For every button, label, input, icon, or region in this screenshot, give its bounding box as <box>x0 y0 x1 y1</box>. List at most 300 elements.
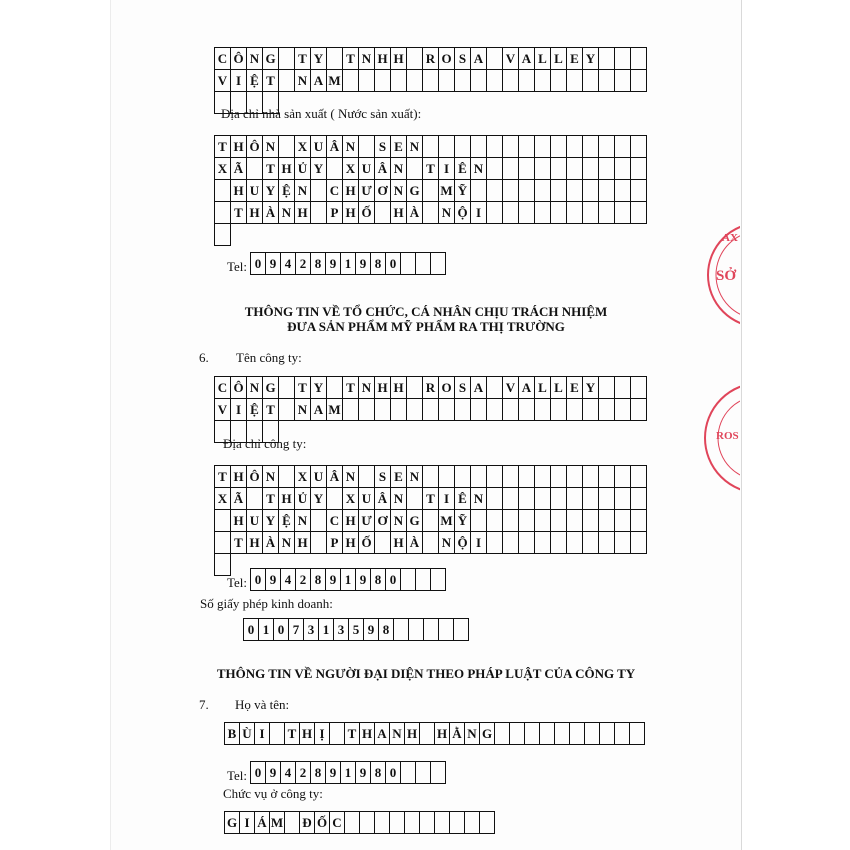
grid-cell <box>583 70 599 92</box>
grid-cell: I <box>471 202 487 224</box>
grid-cell: N <box>295 510 311 532</box>
grid-cell <box>279 377 295 399</box>
grid-cell: Ô <box>247 136 263 158</box>
grid-cell: 5 <box>349 619 364 641</box>
grid-cell: Â <box>375 488 391 510</box>
item-7-number: 7. <box>199 697 209 712</box>
grid-cell <box>535 488 551 510</box>
grid-cell <box>631 202 647 224</box>
grid-cell: H <box>343 510 359 532</box>
manufacturer-address-label: Địa chỉ nhà sản xuất ( Nước sản xuất): <box>221 106 422 121</box>
grid-cell <box>487 510 503 532</box>
grid-cell <box>519 180 535 202</box>
grid-cell: 1 <box>341 762 356 784</box>
company-tel-label: Tel: <box>227 575 248 590</box>
grid-cell <box>519 488 535 510</box>
grid-cell: N <box>359 377 375 399</box>
grid-cell: C <box>215 377 231 399</box>
grid-cell <box>405 812 420 834</box>
grid-cell: 9 <box>356 569 371 591</box>
grid-cell <box>551 399 567 421</box>
grid-cell <box>535 202 551 224</box>
grid-cell <box>615 377 631 399</box>
grid-cell <box>631 510 647 532</box>
grid-cell <box>631 136 647 158</box>
grid-cell: Ệ <box>247 399 263 421</box>
grid-cell <box>567 488 583 510</box>
grid-cell: T <box>295 377 311 399</box>
grid-cell: 4 <box>281 569 296 591</box>
grid-cell: Ô <box>231 48 247 70</box>
grid-cell: S <box>455 377 471 399</box>
grid-cell: U <box>359 158 375 180</box>
grid-cell <box>327 158 343 180</box>
grid-cell: U <box>311 136 327 158</box>
grid-cell: N <box>390 723 405 745</box>
grid-cell <box>215 554 231 576</box>
grid-cell <box>401 762 416 784</box>
grid-cell: 1 <box>259 619 274 641</box>
grid-cell <box>615 488 631 510</box>
grid-cell <box>407 488 423 510</box>
grid-cell: Y <box>311 488 327 510</box>
grid-cell <box>375 532 391 554</box>
grid-cell <box>455 70 471 92</box>
grid-cell <box>615 723 630 745</box>
grid-cell <box>375 70 391 92</box>
grid-cell <box>215 510 231 532</box>
grid-cell: I <box>240 812 255 834</box>
grid-cell <box>535 136 551 158</box>
grid-cell <box>525 723 540 745</box>
stamp-middle-text-rosa: ROS <box>716 430 739 442</box>
grid-cell: I <box>231 399 247 421</box>
grid-cell <box>599 510 615 532</box>
grid-cell <box>401 253 416 275</box>
grid-cell <box>423 466 439 488</box>
grid-cell: H <box>375 377 391 399</box>
grid-cell: 0 <box>251 569 266 591</box>
grid-cell <box>487 377 503 399</box>
grid-cell: T <box>215 466 231 488</box>
grid-cell: N <box>343 466 359 488</box>
grid-cell: N <box>471 158 487 180</box>
grid-cell <box>375 202 391 224</box>
grid-cell <box>519 202 535 224</box>
grid-cell: E <box>391 136 407 158</box>
section-responsible-heading-2: ĐƯA SẢN PHẨM MỸ PHẨM RA THỊ TRƯỜNG <box>287 319 565 334</box>
manufacturer-address-grid <box>214 135 647 246</box>
grid-cell: H <box>231 180 247 202</box>
grid-cell <box>375 399 391 421</box>
grid-cell <box>503 399 519 421</box>
grid-cell <box>327 488 343 510</box>
grid-cell <box>423 136 439 158</box>
grid-cell: B <box>225 723 240 745</box>
grid-cell: Ơ <box>375 510 391 532</box>
grid-cell <box>270 723 285 745</box>
grid-cell: N <box>391 158 407 180</box>
grid-cell <box>423 70 439 92</box>
grid-cell <box>487 202 503 224</box>
grid-cell: H <box>300 723 315 745</box>
grid-cell: A <box>375 723 390 745</box>
grid-cell <box>615 532 631 554</box>
grid-cell: 8 <box>379 619 394 641</box>
grid-cell <box>615 70 631 92</box>
grid-cell: 0 <box>274 619 289 641</box>
grid-cell <box>519 136 535 158</box>
grid-cell <box>279 136 295 158</box>
grid-cell: C <box>215 48 231 70</box>
grid-cell <box>503 70 519 92</box>
grid-cell: 2 <box>296 569 311 591</box>
grid-cell <box>487 399 503 421</box>
grid-cell <box>327 48 343 70</box>
grid-cell: H <box>231 136 247 158</box>
grid-cell <box>420 812 435 834</box>
grid-cell <box>570 723 585 745</box>
grid-cell: N <box>295 399 311 421</box>
grid-cell <box>487 48 503 70</box>
grid-cell <box>631 488 647 510</box>
grid-cell <box>455 466 471 488</box>
grid-cell: 1 <box>341 569 356 591</box>
grid-cell: T <box>345 723 360 745</box>
grid-cell: V <box>503 48 519 70</box>
grid-cell: I <box>255 723 270 745</box>
grid-cell: Ủ <box>295 488 311 510</box>
grid-cell <box>471 399 487 421</box>
grid-cell <box>540 723 555 745</box>
grid-cell: X <box>215 158 231 180</box>
grid-cell <box>551 70 567 92</box>
grid-cell: H <box>247 202 263 224</box>
grid-cell: T <box>343 48 359 70</box>
grid-cell: H <box>231 466 247 488</box>
grid-cell <box>503 180 519 202</box>
grid-cell: T <box>215 136 231 158</box>
grid-cell <box>583 180 599 202</box>
grid-cell <box>390 812 405 834</box>
grid-cell <box>567 510 583 532</box>
grid-cell: N <box>263 136 279 158</box>
grid-cell <box>599 180 615 202</box>
grid-cell: H <box>391 202 407 224</box>
grid-cell <box>407 399 423 421</box>
grid-cell: Ư <box>359 510 375 532</box>
grid-cell <box>615 48 631 70</box>
grid-cell: U <box>359 488 375 510</box>
grid-cell: N <box>359 48 375 70</box>
grid-cell <box>535 70 551 92</box>
grid-cell <box>359 466 375 488</box>
grid-cell: S <box>455 48 471 70</box>
grid-cell <box>279 399 295 421</box>
grid-cell: N <box>407 136 423 158</box>
grid-cell: O <box>439 48 455 70</box>
grid-cell: Y <box>263 180 279 202</box>
grid-cell: Ơ <box>375 180 391 202</box>
grid-cell <box>567 180 583 202</box>
grid-cell <box>407 70 423 92</box>
grid-cell: 4 <box>281 762 296 784</box>
grid-cell: R <box>423 377 439 399</box>
grid-cell: Ệ <box>279 510 295 532</box>
grid-cell: Ê <box>455 488 471 510</box>
grid-cell: G <box>263 48 279 70</box>
company-address-grid <box>214 465 647 576</box>
grid-cell <box>583 466 599 488</box>
grid-cell: T <box>231 532 247 554</box>
grid-cell <box>503 466 519 488</box>
grid-cell <box>503 158 519 180</box>
grid-cell <box>311 202 327 224</box>
grid-cell <box>247 158 263 180</box>
business-license-grid <box>243 618 469 641</box>
grid-cell <box>599 377 615 399</box>
grid-cell: T <box>295 48 311 70</box>
grid-cell <box>599 488 615 510</box>
grid-cell <box>311 180 327 202</box>
grid-cell: H <box>343 202 359 224</box>
grid-cell: 9 <box>266 762 281 784</box>
grid-cell: H <box>435 723 450 745</box>
grid-cell <box>535 532 551 554</box>
grid-cell <box>567 158 583 180</box>
rep-name-label: Họ và tên: <box>235 697 290 712</box>
grid-cell <box>631 70 647 92</box>
grid-cell <box>416 762 431 784</box>
grid-cell: 2 <box>296 253 311 275</box>
manufacturer-tel-label: Tel: <box>227 259 248 274</box>
grid-cell <box>215 202 231 224</box>
grid-cell: V <box>503 377 519 399</box>
grid-cell: N <box>465 723 480 745</box>
grid-cell: X <box>295 136 311 158</box>
grid-cell <box>599 136 615 158</box>
grid-cell <box>487 136 503 158</box>
grid-cell: H <box>279 158 295 180</box>
grid-cell: T <box>263 158 279 180</box>
grid-cell <box>503 532 519 554</box>
grid-cell <box>416 569 431 591</box>
grid-cell <box>359 136 375 158</box>
grid-cell: N <box>391 180 407 202</box>
grid-cell <box>631 466 647 488</box>
grid-cell <box>487 70 503 92</box>
grid-cell <box>615 180 631 202</box>
grid-cell: Y <box>311 48 327 70</box>
grid-cell: 8 <box>371 569 386 591</box>
grid-cell <box>471 136 487 158</box>
grid-cell: X <box>215 488 231 510</box>
grid-cell: X <box>343 488 359 510</box>
stamp-top-text-so: SỞ <box>716 268 737 284</box>
grid-cell: 8 <box>311 569 326 591</box>
grid-cell: 9 <box>364 619 379 641</box>
grid-cell <box>535 466 551 488</box>
grid-cell: L <box>551 377 567 399</box>
grid-cell: Y <box>311 377 327 399</box>
grid-cell: N <box>247 377 263 399</box>
grid-cell: G <box>225 812 240 834</box>
grid-cell: N <box>391 510 407 532</box>
grid-cell <box>394 619 409 641</box>
grid-cell <box>345 812 360 834</box>
grid-cell: I <box>439 158 455 180</box>
grid-cell: 9 <box>326 762 341 784</box>
grid-cell: H <box>360 723 375 745</box>
grid-cell: N <box>263 466 279 488</box>
grid-cell <box>631 399 647 421</box>
grid-cell: O <box>439 377 455 399</box>
grid-cell: 0 <box>386 253 401 275</box>
grid-cell: M <box>439 510 455 532</box>
grid-cell: À <box>407 532 423 554</box>
grid-cell <box>599 532 615 554</box>
grid-cell: S <box>375 466 391 488</box>
grid-cell <box>583 136 599 158</box>
grid-cell: À <box>263 532 279 554</box>
grid-cell <box>439 70 455 92</box>
grid-cell: H <box>405 723 420 745</box>
grid-cell <box>431 762 446 784</box>
grid-cell <box>567 466 583 488</box>
grid-cell <box>416 253 431 275</box>
grid-cell <box>583 532 599 554</box>
grid-cell: Ư <box>359 180 375 202</box>
grid-cell <box>423 532 439 554</box>
grid-cell <box>465 812 480 834</box>
grid-cell: Ố <box>315 812 330 834</box>
grid-cell: 9 <box>356 253 371 275</box>
manufacturer-name-grid <box>214 47 647 114</box>
grid-cell <box>567 136 583 158</box>
grid-cell: 0 <box>244 619 259 641</box>
grid-cell <box>407 158 423 180</box>
grid-cell <box>583 488 599 510</box>
grid-cell <box>615 158 631 180</box>
grid-cell <box>615 399 631 421</box>
grid-cell <box>567 202 583 224</box>
grid-cell <box>439 619 454 641</box>
grid-cell: H <box>295 202 311 224</box>
grid-cell: R <box>423 48 439 70</box>
grid-cell: T <box>263 70 279 92</box>
grid-cell <box>555 723 570 745</box>
grid-cell <box>503 510 519 532</box>
grid-cell: I <box>231 70 247 92</box>
grid-cell <box>495 723 510 745</box>
grid-cell: Ô <box>231 377 247 399</box>
grid-cell: S <box>375 136 391 158</box>
grid-cell: Ỹ <box>455 510 471 532</box>
grid-cell: 8 <box>371 762 386 784</box>
grid-cell <box>285 812 300 834</box>
grid-cell <box>423 510 439 532</box>
grid-cell: N <box>279 532 295 554</box>
grid-cell <box>439 466 455 488</box>
grid-cell <box>359 70 375 92</box>
grid-cell: Ệ <box>247 70 263 92</box>
stamp-top-text-ax: AX <box>722 232 738 244</box>
grid-cell <box>487 466 503 488</box>
grid-cell: Ộ <box>455 202 471 224</box>
grid-cell <box>311 510 327 532</box>
grid-cell <box>535 399 551 421</box>
grid-cell <box>599 466 615 488</box>
grid-cell <box>487 488 503 510</box>
grid-cell: I <box>439 488 455 510</box>
grid-cell <box>503 202 519 224</box>
grid-cell <box>327 377 343 399</box>
grid-cell: C <box>327 510 343 532</box>
grid-cell <box>583 399 599 421</box>
document-page <box>110 0 742 850</box>
grid-cell <box>615 136 631 158</box>
grid-cell: T <box>423 158 439 180</box>
grid-cell: 0 <box>251 762 266 784</box>
grid-cell: 8 <box>311 253 326 275</box>
grid-cell: N <box>247 48 263 70</box>
grid-cell: N <box>295 70 311 92</box>
grid-cell <box>215 224 231 246</box>
grid-cell: X <box>295 466 311 488</box>
grid-cell: M <box>327 399 343 421</box>
grid-cell <box>535 510 551 532</box>
grid-cell: G <box>263 377 279 399</box>
grid-cell <box>551 488 567 510</box>
grid-cell: 8 <box>371 253 386 275</box>
grid-cell: 4 <box>281 253 296 275</box>
grid-cell: 9 <box>356 762 371 784</box>
grid-cell: H <box>343 532 359 554</box>
grid-cell <box>551 510 567 532</box>
grid-cell <box>599 48 615 70</box>
grid-cell: H <box>231 510 247 532</box>
grid-cell: Ủ <box>295 158 311 180</box>
grid-cell <box>407 377 423 399</box>
grid-cell: C <box>330 812 345 834</box>
grid-cell <box>630 723 645 745</box>
grid-cell <box>450 812 465 834</box>
business-license-label: Số giấy phép kinh doanh: <box>200 596 333 611</box>
grid-cell: H <box>391 377 407 399</box>
grid-cell <box>551 532 567 554</box>
grid-cell: N <box>295 180 311 202</box>
grid-cell: A <box>471 48 487 70</box>
company-name-label: Tên công ty: <box>236 350 302 365</box>
grid-cell: N <box>343 136 359 158</box>
grid-cell: Ố <box>359 532 375 554</box>
grid-cell <box>471 70 487 92</box>
grid-cell: M <box>270 812 285 834</box>
grid-cell: V <box>215 399 231 421</box>
grid-cell <box>247 488 263 510</box>
grid-cell: Y <box>583 48 599 70</box>
grid-cell: T <box>285 723 300 745</box>
grid-cell: 0 <box>386 762 401 784</box>
grid-cell <box>585 723 600 745</box>
grid-cell <box>439 136 455 158</box>
grid-cell: 1 <box>341 253 356 275</box>
grid-cell: P <box>327 202 343 224</box>
grid-cell: H <box>247 532 263 554</box>
grid-cell: Á <box>255 812 270 834</box>
grid-cell <box>423 180 439 202</box>
grid-cell: G <box>480 723 495 745</box>
